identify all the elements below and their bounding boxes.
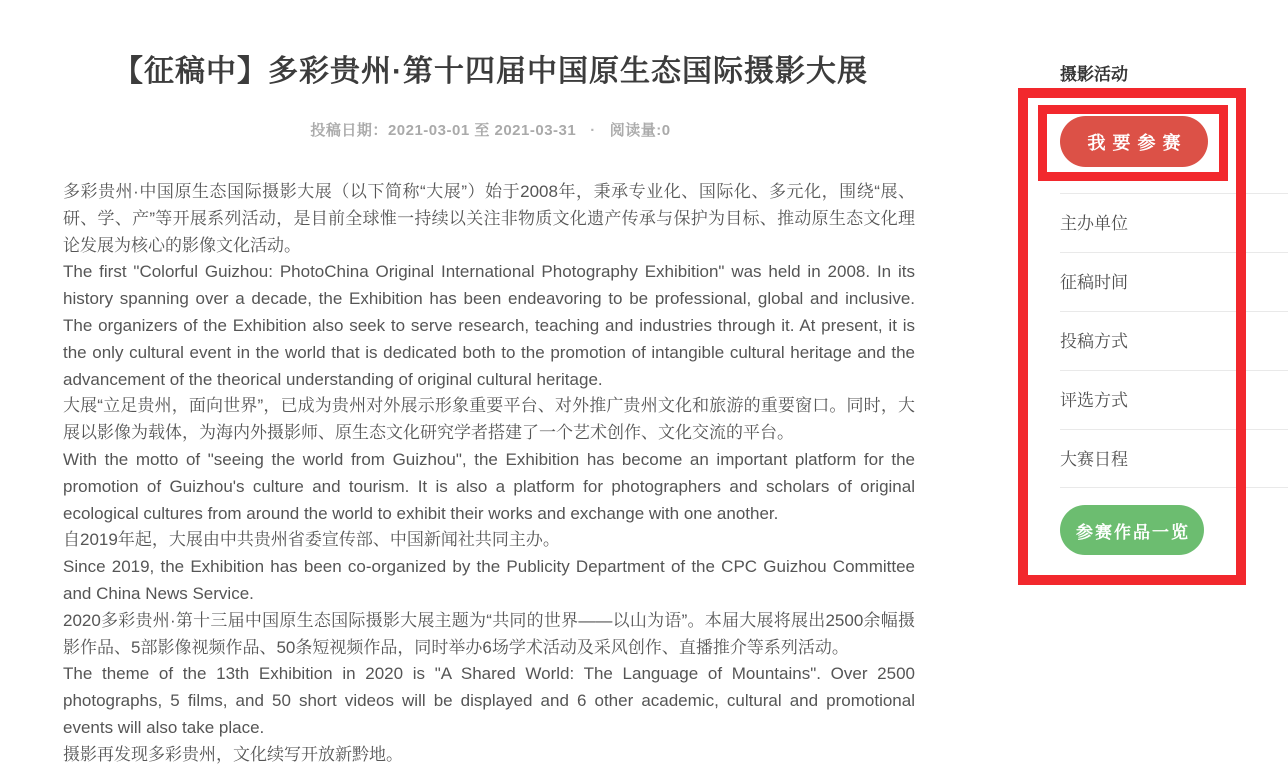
paragraph: 2020多彩贵州·第十三届中国原生态国际摄影大展主题为“共同的世界——以山为语”。本届大展将展出2500余幅摄影作品、5部影像视频作品、50条短视频作品，同时举办6场学术活动及采风创作、直播推介等系列活动。	[63, 610, 915, 657]
article-meta	[63, 119, 918, 140]
sidebar-item-organizer[interactable]: 主办单位	[1060, 193, 1288, 252]
paragraph: 多彩贵州·中国原生态国际摄影大展（以下简称“大展”）始于2008年，秉承专业化、国际化、多元化，围绕“展、研、学、产”等开展系列活动，是目前全球惟一持续以关注非物质文化遗产传承与保护为目标、推动原生态文化理论发展为核心的影像文化活动。	[63, 182, 915, 255]
sidebar-title: 摄影活动	[1060, 65, 1128, 84]
sidebar-item-selection-method[interactable]: 评选方式	[1060, 370, 1288, 429]
article-body	[63, 179, 915, 769]
paragraph: The first "Colorful Guizhou: PhotoChina Original International Photography Exhibition" was held in 2008. In its history spanning over a decade, the Exhibition has been endeavoring to be professional, global and inclusive. The organizers of the Exhibition also seek to serve research, teaching and industries through it. At present, it is the only cultural event in the world that is dedicated both to the promotion of intangible cultural heritage and the advancement of the theorical understanding of original cultural heritage.	[63, 262, 915, 389]
submission-date-label: 投稿日期：	[310, 122, 388, 139]
paragraph: 摄影再发现多彩贵州，文化续写开放新黔地。	[63, 744, 403, 764]
paragraph: 大展“立足贵州，面向世界”，已成为贵州对外展示形象重要平台、对外推广贵州文化和旅游的重要窗口。同时，大展以影像为载体，为海内外摄影师、原生态文化研究学者搭建了一个艺术创作、文化交流的平台。	[63, 396, 915, 443]
meta-dot-separator: ·	[590, 122, 596, 139]
paragraph: The theme of the 13th Exhibition in 2020 is "A Shared World: The Language of Mountains". Over 2500 photographs, 5 films, and 50 short videos will be displayed and 6 other academic, cultural and promotional events will also take place.	[63, 664, 915, 737]
sidebar-item-collection-period[interactable]: 征稿时间	[1060, 252, 1288, 311]
entries-list-button[interactable]: 参赛作品一览	[1060, 505, 1204, 555]
sidebar-menu	[1060, 193, 1288, 488]
paragraph: Since 2019, the Exhibition has been co-organized by the Publicity Department of the CPC Guizhou Committee and China News Service.	[63, 557, 915, 603]
paragraph: With the motto of "seeing the world from Guizhou", the Exhibition has become an important platform for the promotion of Guizhou's culture and tourism. It is also a platform for photographers and scholars of original ecological cultures from around the world to exhibit their works and exchange with one another.	[63, 449, 915, 523]
submission-date-value: 2021-03-01 至 2021-03-31	[387, 122, 577, 139]
read-count: 阅读量:0	[609, 122, 671, 139]
sidebar-item-contest-schedule[interactable]: 大赛日程	[1060, 429, 1288, 488]
sidebar-item-submission-method[interactable]: 投稿方式	[1060, 311, 1288, 370]
join-contest-button[interactable]: 我要参赛	[1060, 116, 1208, 167]
article-title: 【征稿中】多彩贵州·第十四届中国原生态国际摄影大展	[113, 55, 868, 88]
paragraph: 自2019年起，大展由中共贵州省委宣传部、中国新闻社共同主办。	[63, 530, 560, 550]
